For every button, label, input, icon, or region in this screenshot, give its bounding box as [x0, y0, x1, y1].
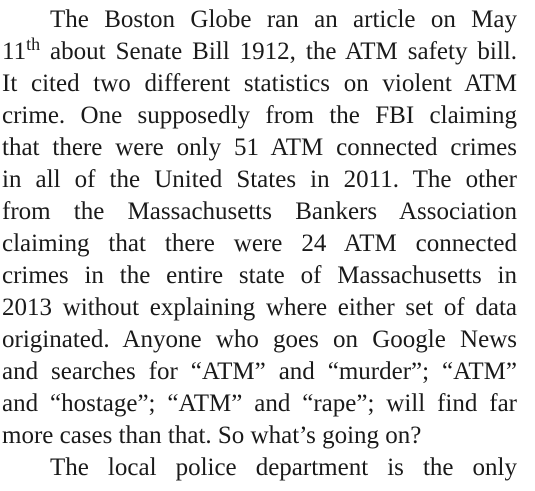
paragraph-1-line-14: more cases than that. So what’s going on? — [2, 422, 422, 449]
paragraph-1-line-5: that there were only 51 ATM connected crimes — [2, 134, 517, 161]
ordinal-superscript: th — [26, 34, 41, 54]
paragraph-1-line-4: crime. One supposedly from the FBI claiming — [2, 102, 517, 129]
paragraph-1-line-2 — [2, 36, 517, 68]
date-number: 11 — [2, 38, 27, 65]
line-2-remainder: about Senate Bill 1912, the ATM safety bill. — [40, 38, 517, 65]
paragraph-2-line-1: The local police department is the only — [50, 454, 517, 481]
paragraph-1-line-8: claiming that there were 24 ATM connected — [2, 230, 517, 257]
paragraph-1-line-10: 2013 without explaining where either set of data — [2, 294, 517, 321]
paragraph-1-line-11: originated. Anyone who goes on Google News — [2, 326, 517, 353]
paragraph-1-line-7: from the Massachusetts Bankers Association — [2, 198, 517, 225]
paragraph-1-line-3: It cited two different statistics on violent ATM — [2, 70, 517, 97]
paragraph-1-line-13: and “hostage”; “ATM” and “rape”; will find far — [2, 390, 517, 417]
paragraph-1-line-1: The Boston Globe ran an article on May — [50, 6, 517, 33]
paragraph-1-line-6: in all of the United States in 2011. The other — [2, 166, 517, 193]
paragraph-1-line-12: and searches for “ATM” and “murder”; “ATM” — [2, 358, 517, 385]
paragraph-1-line-9: crimes in the entire state of Massachusetts in — [2, 262, 517, 289]
